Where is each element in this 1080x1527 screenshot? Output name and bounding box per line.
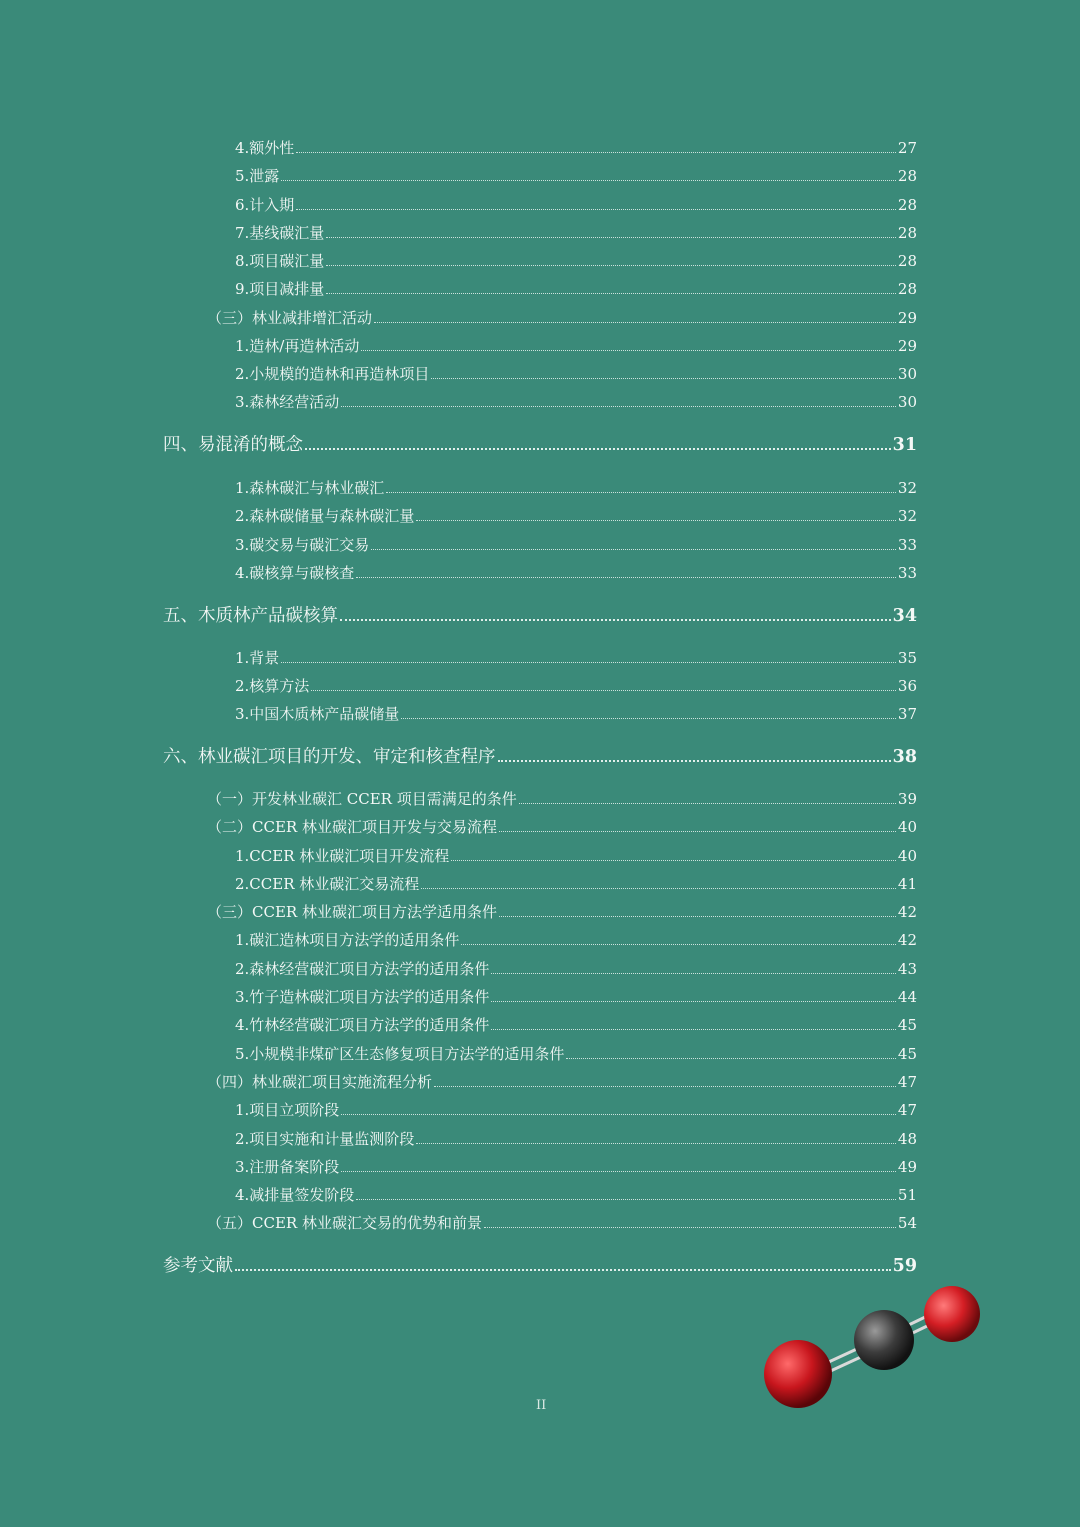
dot-leader [499,831,896,832]
toc-entry[interactable] [235,191,917,215]
dot-leader [341,1114,896,1115]
toc-entry-page: 28 [897,196,917,214]
dot-leader [434,1086,896,1087]
toc-entry-label: 2.CCER 林业碳汇交易流程 [235,875,420,893]
dot-leader [341,1171,896,1172]
toc-entry-label: 2.森林碳储量与森林碳汇量 [235,507,415,525]
toc-entry-label: 5.泄露 [235,167,280,185]
toc-entry[interactable] [207,1068,917,1092]
toc-entry-label: 4.竹林经营碳汇项目方法学的适用条件 [235,1016,490,1034]
toc-entry-label: 参考文献 [163,1256,233,1276]
dot-leader [281,662,896,663]
toc-entry-label: 2.核算方法 [235,677,310,695]
toc-entry[interactable] [235,672,917,696]
toc-entry[interactable] [163,431,917,455]
toc-entry-label: （四）林业碳汇项目实施流程分析 [207,1073,433,1091]
dot-leader [431,378,896,379]
toc-entry-page: 29 [897,309,917,327]
toc-entry-page: 42 [897,903,917,921]
toc-entry-page: 51 [897,1186,917,1204]
dot-leader [491,1001,896,1002]
toc-entry[interactable] [207,785,917,809]
toc-entry-page: 34 [892,606,917,626]
toc-entry-page: 31 [892,435,917,455]
toc-entry[interactable] [235,700,917,724]
toc-entry-page: 59 [892,1256,917,1276]
oxygen-atom-small [924,1286,980,1342]
dot-leader [361,350,896,351]
dot-leader [498,760,891,762]
toc-entry-label: 3.森林经营活动 [235,393,340,411]
dot-leader [281,180,896,181]
toc-entry-page: 42 [897,931,917,949]
toc-entry[interactable] [235,360,917,384]
toc-entry[interactable] [235,842,917,866]
toc-entry-label: （一）开发林业碳汇 CCER 项目需满足的条件 [207,790,517,808]
toc-entry-page: 28 [897,280,917,298]
dot-leader [340,619,891,621]
toc-entry-label: 2.项目实施和计量监测阶段 [235,1130,415,1148]
co2-molecule-icon [760,1280,990,1410]
toc-entry-label: 4.减排量签发阶段 [235,1186,355,1204]
toc-entry-page: 40 [897,818,917,836]
toc-entry-page: 40 [897,847,917,865]
toc-entry[interactable] [207,1209,917,1233]
page-number: II [536,1398,547,1413]
toc-entry[interactable] [235,983,917,1007]
toc-entry-label: 3.注册备案阶段 [235,1158,340,1176]
toc-entry-label: 1.项目立项阶段 [235,1101,340,1119]
toc-entry[interactable] [163,1252,917,1276]
toc-entry[interactable] [235,870,917,894]
toc-entry-page: 33 [897,564,917,582]
toc-entry[interactable] [235,926,917,950]
toc-entry-page: 54 [897,1214,917,1232]
toc-entry-page: 38 [892,747,917,767]
toc-entry[interactable] [235,955,917,979]
dot-leader [311,690,896,691]
toc-entry-label: （三）CCER 林业碳汇项目方法学适用条件 [207,903,497,921]
toc-entry[interactable] [235,332,917,356]
toc-entry[interactable] [235,1153,917,1177]
dot-leader [326,293,896,294]
toc-entry-page: 44 [897,988,917,1006]
dot-leader [491,973,896,974]
toc-entry-page: 30 [897,393,917,411]
toc-entry[interactable] [235,388,917,412]
toc-entry-label: 1.森林碳汇与林业碳汇 [235,479,385,497]
toc-entry[interactable] [235,474,917,498]
dot-leader [416,520,896,521]
dot-leader [235,1269,891,1271]
toc-entry[interactable] [235,275,917,299]
dot-leader [356,1199,896,1200]
dot-leader [566,1058,896,1059]
toc-entry-label: （三）林业减排增汇活动 [207,309,373,327]
toc-entry-label: 3.碳交易与碳汇交易 [235,536,370,554]
toc-entry-page: 32 [897,479,917,497]
toc-entry[interactable] [235,134,917,158]
toc-entry-page: 29 [897,337,917,355]
toc-entry-page: 28 [897,252,917,270]
carbon-atom [854,1310,914,1370]
toc-entry[interactable] [207,813,917,837]
toc-entry-label: 2.小规模的造林和再造林项目 [235,365,430,383]
oxygen-atom-large [764,1340,832,1408]
dot-leader [491,1029,896,1030]
toc-entry[interactable] [235,1125,917,1149]
toc-entry-label: 7.基线碳汇量 [235,224,325,242]
dot-leader [326,237,896,238]
toc-entry-label: 2.森林经营碳汇项目方法学的适用条件 [235,960,490,978]
toc-entry-page: 37 [897,705,917,723]
toc-entry-label: 4.碳核算与碳核查 [235,564,355,582]
toc-entry[interactable] [235,1040,917,1064]
toc-entry-label: 1.造林/再造林活动 [235,337,360,355]
toc-entry-page: 36 [897,677,917,695]
toc-entry[interactable] [235,247,917,271]
dot-leader [371,549,896,550]
dot-leader [416,1143,896,1144]
toc-entry[interactable] [163,743,917,767]
toc-entry-page: 45 [897,1016,917,1034]
toc-entry-label: （五）CCER 林业碳汇交易的优势和前景 [207,1214,482,1232]
toc-entry[interactable] [235,644,917,668]
toc-entry[interactable] [235,531,917,555]
toc-entry-label: 1.CCER 林业碳汇项目开发流程 [235,847,450,865]
toc-entry-label: 5.小规模非煤矿区生态修复项目方法学的适用条件 [235,1045,565,1063]
toc-entry-page: 28 [897,167,917,185]
dot-leader [356,577,896,578]
toc-entry[interactable] [207,898,917,922]
toc-entry-label: 3.竹子造林碳汇项目方法学的适用条件 [235,988,490,1006]
toc-entry-label: 1.背景 [235,649,280,667]
dot-leader [401,718,896,719]
toc-entry-page: 48 [897,1130,917,1148]
toc-entry-page: 47 [897,1073,917,1091]
toc-entry-label: 4.额外性 [235,139,295,157]
toc-entry-page: 27 [897,139,917,157]
toc-entry-page: 35 [897,649,917,667]
dot-leader [461,944,896,945]
dot-leader [421,888,896,889]
toc-entry-page: 41 [897,875,917,893]
toc-entry-page: 30 [897,365,917,383]
dot-leader [386,492,896,493]
toc-entry-label: 五、木质林产品碳核算 [163,606,338,626]
toc-entry-label: 6.计入期 [235,196,295,214]
toc-entry-label: 9.项目减排量 [235,280,325,298]
dot-leader [296,152,896,153]
dot-leader [374,322,896,323]
dot-leader [484,1227,896,1228]
toc-entry-label: 六、林业碳汇项目的开发、审定和核查程序 [163,747,496,767]
toc-entry-label: （二）CCER 林业碳汇项目开发与交易流程 [207,818,497,836]
toc-entry[interactable] [163,602,917,626]
toc-entry[interactable] [235,1096,917,1120]
toc-entry-label: 3.中国木质林产品碳储量 [235,705,400,723]
toc-entry-page: 33 [897,536,917,554]
toc-entry-page: 49 [897,1158,917,1176]
toc-entry-label: 四、易混淆的概念 [163,435,303,455]
dot-leader [341,406,896,407]
toc-entry[interactable] [235,502,917,526]
toc-entry[interactable] [207,304,917,328]
toc-entry-page: 43 [897,960,917,978]
toc-entry-label: 8.项目碳汇量 [235,252,325,270]
toc-entry-page: 45 [897,1045,917,1063]
dot-leader [296,209,896,210]
toc-entry-page: 39 [897,790,917,808]
dot-leader [519,803,896,804]
toc-entry-page: 32 [897,507,917,525]
dot-leader [305,448,891,450]
toc-entry-page: 47 [897,1101,917,1119]
toc-entry[interactable] [235,219,917,243]
dot-leader [326,265,896,266]
dot-leader [451,860,896,861]
toc-entry[interactable] [235,1011,917,1035]
toc-entry[interactable] [235,559,917,583]
dot-leader [499,916,896,917]
toc-entry[interactable] [235,162,917,186]
toc-entry-label: 1.碳汇造林项目方法学的适用条件 [235,931,460,949]
toc-entry-page: 28 [897,224,917,242]
toc-entry[interactable] [235,1181,917,1205]
